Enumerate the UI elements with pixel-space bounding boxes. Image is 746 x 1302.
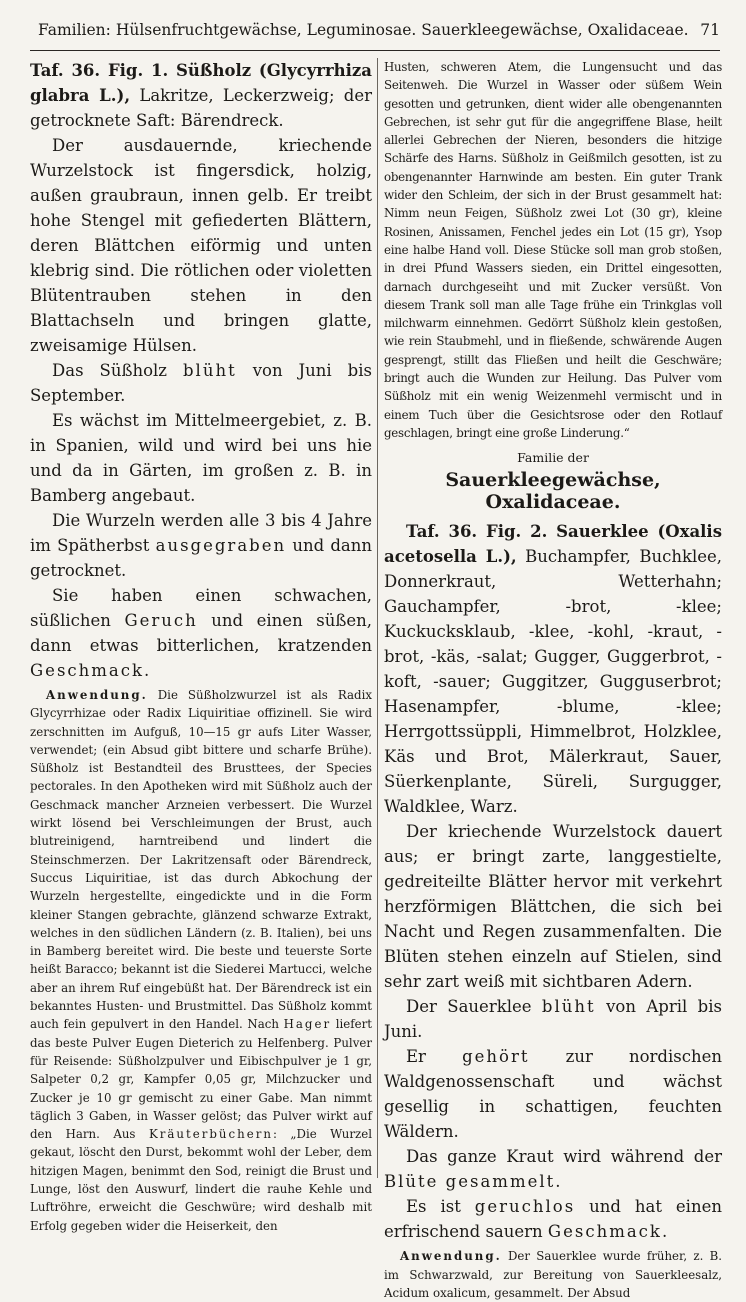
sorrel-heading-paragraph — [384, 519, 722, 819]
licorice-habitat: Es wächst im Mittelmeergebiet, z. B. in Spanien, wild und wird bei uns hie und da in Gärten, im großen z. B. in Bamberg angebaut. — [30, 411, 372, 505]
sorrel-heading: Taf. 36. Fig. 2. Sauerklee (Oxalis acetosella L.), — [384, 522, 722, 567]
licorice-smell-taste: Sie haben einen schwachen, süßlichen Geruch und einen süßen, dann etwas bitterlichen, kratzenden Geschmack. — [30, 586, 372, 680]
sorrel-description: Der kriechende Wurzelstock dauert aus; er bringt zarte, langgestielte, gedreiteilte Blätter hervor mit verkehrt herzförmigen Blättchen, die sich bei Nacht und Regen zusammenfalten. Die Blüten stehen einzeln auf Stielen, sind sehr zart weiß mit sichtbaren Adern. — [384, 822, 722, 992]
column-divider — [377, 58, 378, 1178]
licorice-description: Der ausdauernde, kriechende Wurzelstock ist fingersdick, holzig, außen graubraun, innen gelb. Er treibt hohe Stengel mit gefiederten Blättern, deren Blättchen eiförmig und unten klebrig sind. Die rötlichen oder violetten Blütentrauben stehen in den Blattachseln und bringen glatte, zweisamige Hülsen. — [30, 136, 372, 355]
licorice-synonyms: Lakritze, Leckerzweig; der getrocknete Saft: Bärendreck. — [30, 86, 372, 130]
page-number: 71 — [700, 21, 720, 39]
sorrel-bloom: Der Sauerklee blüht von April bis Juni. — [384, 997, 722, 1042]
left-column — [30, 58, 372, 1235]
sorrel-habitat: Er gehört zur nordischen Waldgenossenschaft und wächst gesellig in schattigen, feuchten Wäldern. — [384, 1047, 722, 1142]
running-title: Familien: Hülsenfruchtgewächse, Leguminosae. Sauerkleegewächse, Oxalidaceae. — [38, 21, 689, 39]
right-column — [384, 58, 722, 1302]
licorice-usage-continued: Husten, schweren Atem, die Lungensucht und das Seitenweh. Die Wurzel in Wasser oder süßem Wein gesotten und getrunken, dient wider alle obengenannten Gebrechen, ist sehr gut für die angegriffene Blase, heilt allerlei Gebrechen der Nieren, besonders die hitzige Schärfe des Harns. Süßholz in Geißmilch gesotten, ist zu obengenannter Harnwinde am besten. Ein guter Trank wider den Schleim, der sich in der Brust gesammelt hat: Nimm neun Feigen, Süßholz zwei Lot (30 gr), kleine Rosinen, Anissamen, Fenchel jedes ein Lot (15 gr), Ysop eine halbe Hand voll. Diese Stücke soll man grob stoßen, in drei Pfund Wassers sieden, ein Drittel eingesotten, darnach durchgeseiht und mit Zucker versüßt. Von diesem Trank soll man alle Tage frühe ein Trinkglas voll milchwarm einnehmen. Gedörrt Süßholz klein gestoßen, wie rein Staubmehl, und in fließende, schwärende Augen gesprengt, stillt das Fließen und heilt die Geschwäre; bringt auch die Wunden zur Heilung. Das Pulver vom Süßholz mit ein wenig Weizenmehl vermischt und in einem Tuch über die Gesichtsrose oder den Rotlauf geschlagen, bringt eine große Linderung.“ — [384, 60, 722, 440]
sorrel-harvest: Das ganze Kraut wird während der Blüte gesammelt. — [384, 1147, 722, 1192]
running-header — [30, 10, 720, 51]
licorice-heading-paragraph — [30, 58, 372, 133]
family-label: Familie der — [517, 450, 589, 466]
family-title: Sauerkleegewächse, Oxalidaceae. — [445, 469, 661, 514]
sorrel-usage: Anwendung. Der Sauerklee wurde früher, z. B. im Schwarzwald, zur Bereitung von Sauerkleesalz, Acidum oxalicum, gesammelt. Der Absud — [384, 1249, 722, 1300]
sorrel-synonyms: Buchampfer, Buchklee, Donnerkraut, Wetterhahn; Gauchampfer, -brot, -klee; Kuckucksklaub, -klee, -kohl, -kraut, -brot, -käs, -salat; Gugger, Guggerbrot, -koft, -sauer; Guggitzer, Gugguserbrot; Hasenampfer, -blume, -klee; Herrgottssüppli, Himmelbrot, Holzklee, Käs und Brot, Mälerkraut, Sauer, Süerkenplante, Süreli, Surgugger, Waldklee, Warz. — [384, 547, 722, 817]
licorice-bloom: Das Süßholz blüht von Juni bis September. — [30, 361, 372, 405]
licorice-heading: Taf. 36. Fig. 1. Süßholz (Glycyrrhiza glabra L.), — [30, 61, 372, 105]
licorice-harvest: Die Wurzeln werden alle 3 bis 4 Jahre im Spätherbst ausgegraben und dann getrocknet. — [30, 511, 372, 580]
sorrel-smell-taste: Es ist geruchlos und hat einen erfrischend sauern Geschmack. — [384, 1197, 722, 1242]
licorice-usage: Anwendung. Die Süßholzwurzel ist als Radix Glycyrrhizae oder Radix Liquiritiae offizinell. Sie wird zerschnitten im Aufguß, 10—15 gr aufs Liter Wasser, verwendet; (ein Absud gibt bittere und scharfe Brühe). Süßholz ist Bestandteil des Brusttees, der Species pectorales. In den Apotheken wird mit Süßholz auch der Geschmack mancher Arzneien verbessert. Die Wurzel wirkt lösend bei Verschleimungen der Brust, auch blutreinigend, harntreibend und lindert die Steinschmerzen. Der Lakritzensaft oder Bärendreck, Succus Liquiritiae, ist das durch Abkochung der Wurzeln hergestellte, eingedickte und in die Form kleiner Stangen gebrachte, glänzend schwarze Extrakt, welches in den südlichen Ländern (z. B. Italien), bei uns in Bamberg bereitet wird. Die beste und teuerste Sorte heißt Baracco; bekannt ist die Siederei Martucci, welche aber an ihrem Ruf eingebüßt hat. Der Bärendreck ist ein bekanntes Husten- und Brustmittel. Das Süßholz kommt auch fein gepulvert in den Handel. Nach Hager liefert das beste Pulver Eugen Dieterich zu Helfenberg. Pulver für Reisende: Süßholzpulver und Eibischpulver je 1 gr, Salpeter 0,2 gr, Kampfer 0,05 gr, Milchzucker und Zucker je 10 gr gemischt zu einer Gabe. Man nimmt täglich 3 Gaben, in Wasser gelöst; das Pulver wirkt auf den Harn. Aus Kräuterbüchern: „Die Wurzel gekaut, löscht den Durst, bekommt wohl der Leber, dem hitzigen Magen, benimmt den Sod, reinigt die Brust und Lunge, löst den Auswurf, lindert die rauhe Kehle und Luftröhre, erweicht die Geschwüre; wird deshalb mit Erfolg gegeben wider die Heiserkeit, den — [30, 688, 373, 1233]
usage-label: Anwendung. — [46, 688, 148, 702]
